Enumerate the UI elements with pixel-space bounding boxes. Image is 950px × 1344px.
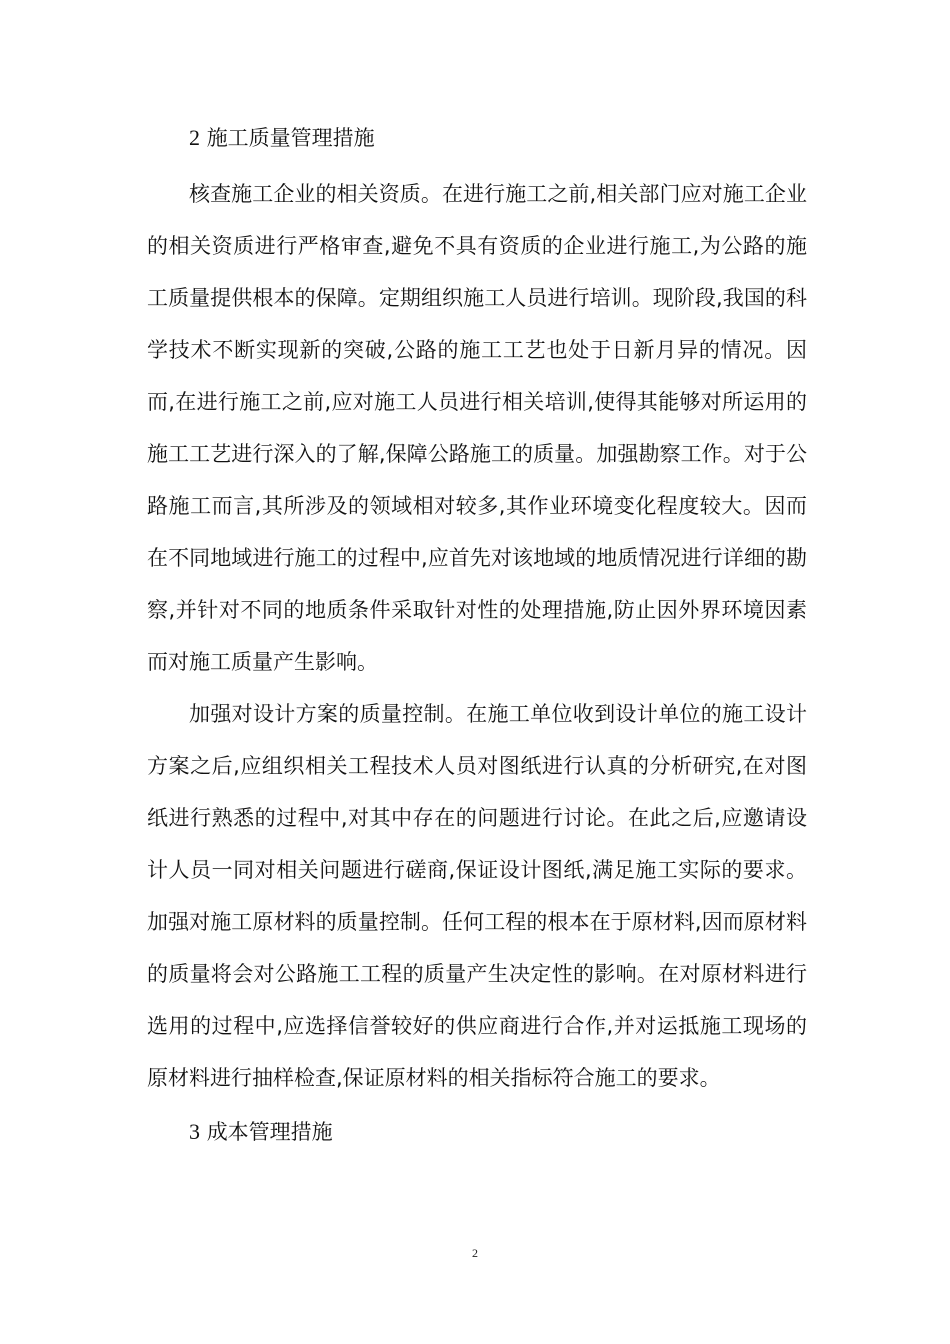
page-content bbox=[147, 116, 807, 1162]
page-number: 2 bbox=[472, 1246, 478, 1260]
section-number: 3 bbox=[189, 1119, 200, 1144]
paragraph: 加强对设计方案的质量控制。在施工单位收到设计单位的施工设计方案之后,应组织相关工程技术人员对图纸进行认真的分析研究,在对图纸进行熟悉的过程中,对其中存在的问题进行讨论。在此之后,应邀请设计人员一同对相关问题进行磋商,保证设计图纸,满足施工实际的要求。加强对施工原材料的质量控制。任何工程的根本在于原材料,因而原材料的质量将会对公路施工工程的质量产生决定性的影响。在对原材料进行选用的过程中,应选择信誉较好的供应商进行合作,并对运抵施工现场的原材料进行抽样检查,保证原材料的相关指标符合施工的要求。 bbox=[147, 702, 807, 1090]
section-heading-3 bbox=[147, 1110, 807, 1154]
section-heading-2 bbox=[147, 116, 807, 160]
section-title: 施工质量管理措施 bbox=[206, 126, 375, 150]
section-title: 成本管理措施 bbox=[206, 1120, 333, 1144]
paragraph: 核查施工企业的相关资质。在进行施工之前,相关部门应对施工企业的相关资质进行严格审查,避免不具有资质的企业进行施工,为公路的施工质量提供根本的保障。定期组织施工人员进行培训。现阶段,我国的科学技术不断实现新的突破,公路的施工工艺也处于日新月异的情况。因而,在进行施工之前,应对施工人员进行相关培训,使得其能够对所运用的施工工艺进行深入的了解,保障公路施工的质量。加强勘察工作。对于公路施工而言,其所涉及的领域相对较多,其作业环境变化程度较大。因而在不同地域进行施工的过程中,应首先对该地域的地质情况进行详细的勘察,并针对不同的地质条件采取针对性的处理措施,防止因外界环境因素而对施工质量产生影响。 bbox=[147, 182, 807, 674]
section-number: 2 bbox=[189, 125, 200, 150]
